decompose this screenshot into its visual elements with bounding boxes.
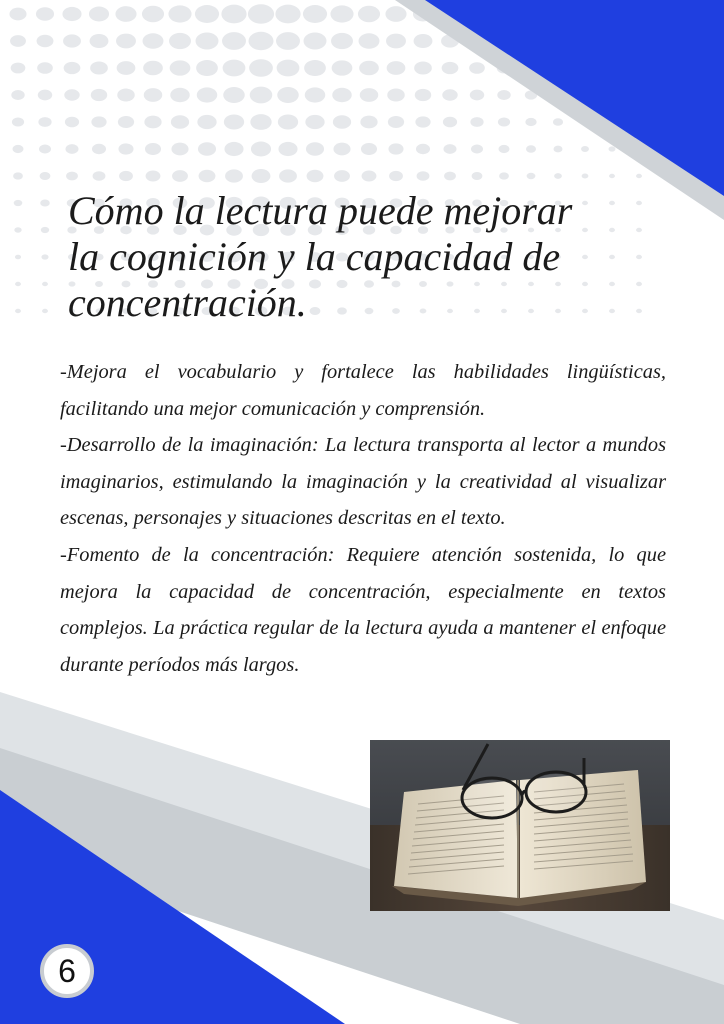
halftone-dot [385,6,406,22]
halftone-dot [118,116,134,128]
halftone-dot [144,88,162,102]
halftone-dot [387,89,404,102]
halftone-dot [90,34,109,48]
halftone-dot [278,114,298,129]
halftone-dot [499,172,509,179]
halftone-dot [12,145,23,153]
halftone-dot [303,5,327,23]
halftone-dot [37,62,53,74]
halftone-dot [36,7,54,20]
halftone-dot [62,7,81,21]
halftone-dot [276,32,300,50]
halftone-dot [278,142,297,156]
halftone-dot [169,33,191,49]
halftone-dot [305,115,324,129]
halftone-dot [332,60,353,75]
halftone-dot [197,115,216,129]
halftone-dot [115,6,136,22]
halftone-dot [117,89,134,102]
halftone-dot [142,6,164,22]
halftone-dot [15,255,21,260]
halftone-dot [14,227,21,232]
halftone-dot [9,8,26,21]
halftone-dot [470,90,484,101]
halftone-dot [279,169,297,182]
halftone-dot [333,115,351,129]
halftone-dot [360,88,378,102]
halftone-dot [388,143,403,154]
halftone-dot [277,60,300,77]
halftone-dot [65,117,79,128]
halftone-dot [636,174,642,178]
halftone-dot [361,143,377,155]
halftone-dot [443,144,456,154]
halftone-dot [414,61,432,74]
halftone-dot [443,117,457,128]
halftone-dot [305,87,326,102]
halftone-dot [250,114,271,130]
halftone-dot [197,87,218,102]
halftone-dot [359,33,380,49]
halftone-dot [12,117,24,126]
halftone-dot [249,59,273,77]
halftone-dot [417,171,430,181]
halftone-dot [15,282,21,286]
book-glasses-photo [370,740,670,911]
halftone-dot [582,174,589,179]
paragraph-concentration: -Fomento de la concentración: Requiere atención sostenida, lo que mejora la capacidad de concentración, especialmente en textos complejos. La práctica regular de la lectura ayuda a mantener el enfoque durante períodos más largos. [60,543,666,676]
halftone-dot [251,142,271,157]
halftone-dot [196,60,218,76]
halftone-dot [195,5,219,23]
halftone-dot [92,144,106,154]
halftone-dot [170,88,190,102]
halftone-dot [389,171,403,181]
halftone-dot [198,142,216,155]
halftone-dot [38,117,51,127]
halftone-dot [225,169,243,182]
halftone-dot [250,87,273,104]
halftone-dot [304,60,326,76]
halftone-dot [118,143,133,154]
halftone-dot [38,90,52,101]
halftone-dot [472,172,483,180]
halftone-dot [222,32,246,50]
halftone-dot [41,254,48,259]
halftone-dot [471,145,483,154]
halftone-dot [304,33,327,50]
halftone-dot [64,89,79,100]
halftone-dot [41,227,49,233]
halftone-dot [360,116,377,129]
halftone-dot [37,35,54,48]
halftone-dot [470,117,483,127]
halftone-dot [332,88,352,102]
halftone-dot [252,169,271,183]
halftone-dot [333,143,350,156]
halftone-dot [223,60,246,77]
halftone-dot [119,171,133,181]
halftone-dot [143,33,164,49]
halftone-dot [144,116,161,129]
halftone-dot [415,89,431,101]
halftone-dot [42,309,48,313]
halftone-dot [63,34,81,47]
halftone-dot [525,118,536,126]
halftone-dot [117,61,136,75]
halftone-dot [146,171,161,182]
page-number-badge [40,944,94,998]
halftone-dot [358,6,380,22]
halftone-dot [414,34,433,48]
halftone-dot [93,171,106,181]
halftone-dot [65,144,78,154]
halftone-dot [224,114,244,129]
halftone-dot [249,32,274,51]
halftone-dot [13,172,23,179]
halftone-dot [307,170,324,183]
halftone-dot [39,145,51,154]
halftone-dot [40,199,50,206]
page-number: 6 [58,953,76,989]
halftone-dot [442,89,457,100]
halftone-dot [416,144,430,154]
halftone-dot [224,142,243,156]
halftone-dot [277,87,299,103]
halftone-dot [387,61,406,75]
halftone-dot [388,116,404,128]
halftone-dot [90,61,108,74]
top-right-blue-shape [425,0,724,196]
halftone-dot [143,61,163,76]
halftone-dot [330,5,353,22]
halftone-dot [221,5,246,24]
halftone-dot [359,61,379,76]
halftone-dot [553,118,563,126]
halftone-dot [444,172,456,181]
paragraph-vocabulary: -Mejora el vocabulario y fortalece las habilidades lingüísticas, facilitando una mejor comunicación y comprensión. [60,361,666,420]
halftone-dot [196,33,219,50]
halftone-dot [498,117,510,126]
halftone-dot [172,170,188,182]
halftone-dot [64,62,81,74]
halftone-dot [10,35,26,47]
halftone-dot [386,34,406,49]
halftone-dot [442,62,459,74]
halftone-dot [248,4,274,23]
halftone-dot [145,143,161,155]
halftone-dot [168,5,191,22]
halftone-dot [497,90,510,100]
halftone-dot [40,172,51,180]
halftone-dot [170,60,191,75]
halftone-dot [66,172,78,181]
paragraph-imagination: -Desarrollo de la imaginación: La lectura transporta al lector a mundos imaginarios, estimulando la imaginación y la creatividad al visualizar escenas, personajes y situaciones descritas en el texto. [60,434,666,530]
halftone-dot [527,173,536,180]
halftone-dot [498,145,509,153]
page-title: Cómo la lectura puede mejorar la cognición y la capacidad de concentración. [68,188,573,325]
halftone-dot [171,115,189,129]
halftone-dot [554,173,562,179]
halftone-dot [581,146,589,152]
halftone-dot [89,7,109,22]
halftone-dot [609,146,616,151]
halftone-dot [11,90,24,100]
halftone-dot [42,282,48,286]
halftone-dot [275,5,300,24]
halftone-dot [199,170,216,183]
halftone-dot [91,116,106,127]
body-text [60,354,666,683]
halftone-dot [171,143,188,156]
halftone-dot [15,309,21,313]
halftone-dot [116,34,136,49]
halftone-dot [14,200,23,206]
halftone-dot [91,89,107,101]
halftone-dot [331,33,353,49]
halftone-dot [469,62,485,74]
halftone-dot [334,170,350,182]
halftone-dot [223,87,245,103]
halftone-dot [11,63,26,74]
halftone-dot [554,146,563,153]
halftone-dot [609,174,615,178]
halftone-dot [362,171,377,182]
halftone-dot [306,142,324,155]
halftone-dot [526,145,536,152]
halftone-dot [415,116,430,127]
